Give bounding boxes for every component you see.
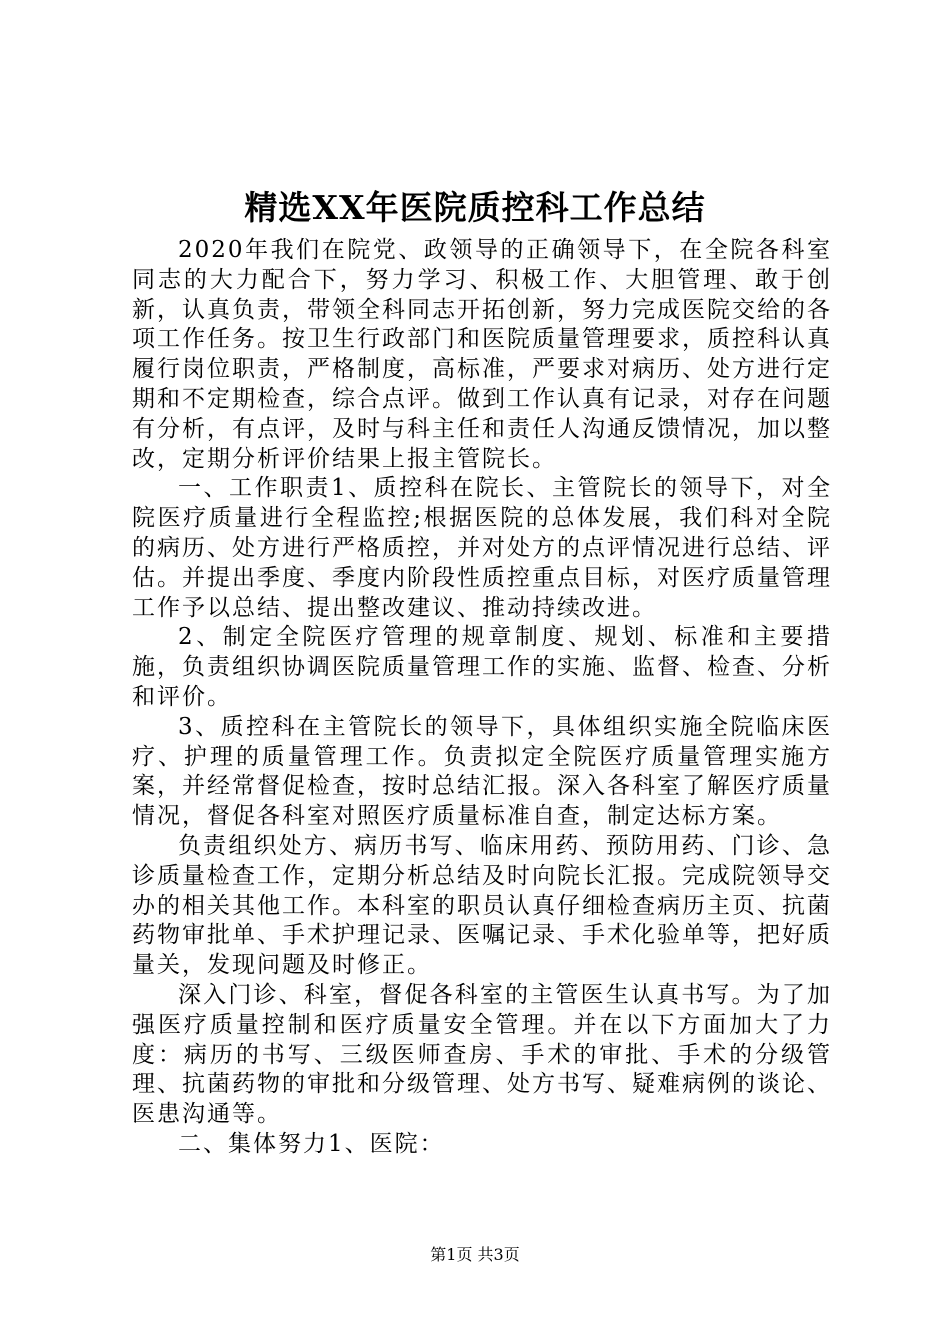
paragraph-duty-2: 2、制定全院医疗管理的规章制度、规划、标准和主要措施，负责组织协调医院质量管理工作的实施、监督、检查、分析和评价。 xyxy=(132,624,832,710)
paragraph-supervision: 深入门诊、科室，督促各科室的主管医生认真书写。为了加强医疗质量控制和医疗质量安全管理。并在以下方面加大了力度：病历的书写、三级医师查房、手术的审批、手术的分级管理、抗菌药物的审批和分级管理、处方书写、疑难病例的谈论、医患沟通等。 xyxy=(132,981,832,1128)
document-title: 精选XX年医院质控科工作总结 xyxy=(244,188,706,227)
page-number: 第1页 共3页 xyxy=(430,1245,520,1264)
paragraph-duty-3: 3、质控科在主管院长的领导下，具体组织实施全院临床医疗、护理的质量管理工作。负责拟定全院医疗质量管理实施方案，并经常督促检查，按时总结汇报。深入各科室了解医疗质量情况，督促各科室对照医疗质量标准自查，制定达标方案。 xyxy=(132,713,832,830)
paragraph-duty-1: 一、工作职责1、质控科在院长、主管院长的领导下，对全院医疗质量进行全程监控;根据医院的总体发展，我们科对全院的病历、处方进行严格质控，并对处方的点评情况进行总结、评估。并提出季度、季度内阶段性质控重点目标，对医疗质量管理工作予以总结、提出整改建议、推动持续改进。 xyxy=(132,475,832,621)
paragraph-inspection: 负责组织处方、病历书写、临床用药、预防用药、门诊、急诊质量检查工作，定期分析总结及时向院长汇报。完成院领导交办的相关其他工作。本科室的职员认真仔细检查病历主页、抗菌药物审批单、手术护理记录、医嘱记录、手术化验单等，把好质量关，发现问题及时修正。 xyxy=(132,832,832,979)
paragraph-intro: 2020年我们在院党、政领导的正确领导下，在全院各科室同志的大力配合下，努力学习、积极工作、大胆管理、敢于创新，认真负责，带领全科同志开拓创新，努力完成医院交给的各项工作任务。按卫生行政部门和医院质量管理要求，质控科认真履行岗位职责，严格制度，高标准，严要求对病历、处方进行定期和不定期检查，综合点评。做到工作认真有记录，对存在问题有分析，有点评，及时与科主任和责任人沟通反馈情况，加以整改，定期分析评价结果上报主管院长。 xyxy=(132,237,832,472)
paragraph-section-two: 二、集体努力1、医院： xyxy=(178,1130,445,1157)
document-body xyxy=(132,236,832,1160)
